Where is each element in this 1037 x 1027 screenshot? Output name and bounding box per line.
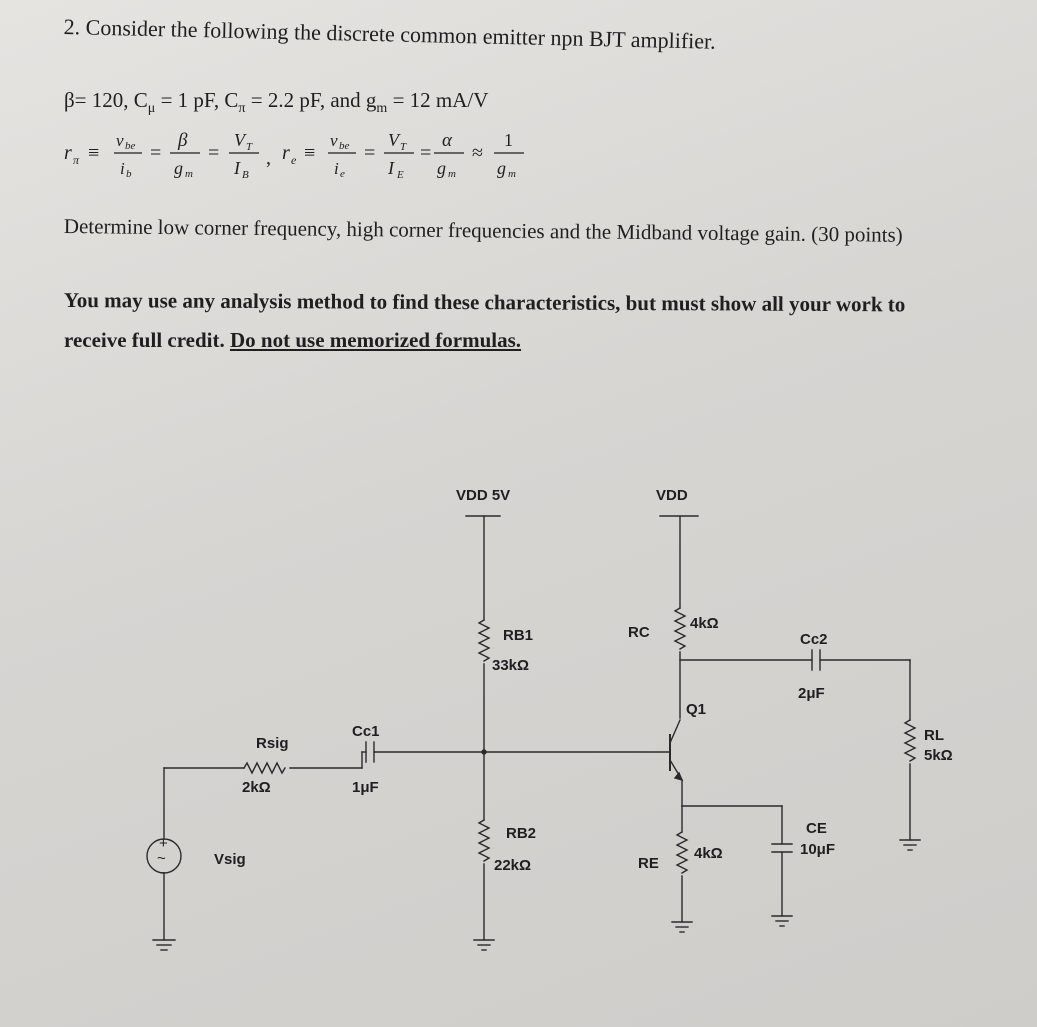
ce-capacitor: [772, 844, 792, 852]
formula-ie: i: [334, 159, 339, 178]
formula-one: 1: [504, 130, 513, 150]
formula-gm-3: g: [497, 158, 506, 178]
label-vsig: Vsig: [214, 851, 246, 868]
formula-eq-1: =: [150, 142, 162, 164]
rb2-resistor: [479, 820, 489, 861]
param-cmu-value: = 1 pF, C: [155, 88, 239, 112]
label-q1: Q1: [686, 701, 707, 718]
question-title: 2. Consider the following the discrete common emitter npn BJT amplifier.: [63, 14, 716, 54]
formula-eq-4: =: [420, 142, 432, 164]
formula-vbe-1: v: [116, 131, 124, 150]
formula-eq-2: =: [208, 142, 220, 164]
formula-t-sub-1: T: [246, 141, 253, 153]
source-minus: -: [160, 864, 165, 881]
param-gm-sub: m: [376, 101, 388, 117]
re-resistor: [677, 832, 687, 873]
formula-approx: ≈: [472, 142, 483, 164]
ground-icon: [474, 940, 494, 950]
label-rb1-value: 33kΩ: [492, 657, 530, 674]
label-rb1: RB1: [503, 627, 534, 644]
param-gm-value: = 12 mA/V: [387, 88, 489, 112]
ground-icon: [153, 940, 175, 950]
formula-m-sub-1: m: [185, 168, 193, 180]
formula-eq-3: =: [364, 142, 376, 164]
formula-be-sub-2: be: [339, 140, 350, 152]
note-line-2: [64, 328, 521, 353]
formula-e-cap-sub: E: [397, 169, 404, 181]
cc1-capacitor: [366, 742, 374, 762]
label-ce: CE: [806, 820, 827, 837]
rl-resistor: [905, 720, 915, 761]
note-line-1: You may use any analysis method to find these characteristics, but must show all your work to: [63, 288, 906, 317]
ground-icon: [900, 840, 920, 850]
rsig-resistor: [244, 763, 285, 773]
note-line-2-underlined: Do not use memorized formulas.: [230, 328, 522, 352]
formula-equiv-1: ≡: [88, 142, 100, 164]
formula-equiv-2: ≡: [304, 142, 316, 164]
label-cc2: Cc2: [800, 631, 828, 648]
formula-vbe-2: v: [330, 131, 338, 150]
formula-beta: β: [178, 130, 188, 151]
label-vdd: VDD: [656, 487, 688, 504]
formula-be-sub-1: be: [125, 140, 136, 152]
formula-ib-cap: I: [234, 158, 240, 178]
device-parameters: [64, 88, 488, 117]
label-rsig: Rsig: [256, 735, 289, 752]
label-re: RE: [638, 855, 659, 872]
formula-e-sub: e: [291, 153, 297, 167]
formula-vt-2: V: [388, 130, 399, 150]
label-ce-value: 10μF: [800, 841, 836, 858]
formula-vt-1: V: [234, 130, 245, 150]
rc-resistor: [675, 608, 685, 649]
label-rl-value: 5kΩ: [924, 747, 953, 764]
formula-ie-cap: I: [388, 158, 394, 178]
note-line-2-prefix: receive full credit.: [64, 328, 230, 352]
formula-m-sub-3: m: [508, 168, 516, 180]
formula-t-sub-2: T: [400, 141, 407, 153]
param-beta: β= 120, C: [64, 88, 148, 112]
label-rc: RC: [628, 624, 650, 641]
formula-pi-sub: π: [73, 153, 80, 167]
label-cc1: Cc1: [352, 723, 380, 740]
label-rl: RL: [924, 727, 944, 744]
determine-instruction: Determine low corner frequency, high corner frequencies and the Midband voltage gain. (30 points): [63, 214, 903, 247]
small-signal-formula: [64, 126, 534, 188]
formula-gm-2: g: [437, 158, 446, 178]
formula-ie-sub: e: [340, 168, 345, 180]
ground-icon: [772, 916, 792, 926]
label-re-value: 4kΩ: [694, 845, 723, 862]
formula-comma: ,: [266, 147, 271, 169]
formula-ib: i: [120, 159, 125, 178]
q1-transistor: [670, 720, 682, 780]
amplifier-schematic: [0, 470, 1037, 1027]
label-cc2-value: 2μF: [798, 685, 825, 702]
source-plus: +: [159, 835, 168, 852]
formula-b-sub: b: [126, 168, 132, 180]
label-rc-value: 4kΩ: [690, 615, 719, 632]
source-wave: ~: [157, 850, 166, 867]
formula-re: r: [282, 142, 290, 164]
label-rb2-value: 22kΩ: [494, 857, 532, 874]
formula-b-cap-sub: B: [242, 169, 249, 181]
cc2-capacitor: [812, 650, 820, 670]
label-rsig-value: 2kΩ: [242, 779, 271, 796]
label-cc1-value: 1μF: [352, 779, 379, 796]
param-cpi-sub: π: [238, 101, 246, 117]
label-rb2: RB2: [506, 825, 537, 842]
formula-m-sub-2: m: [448, 168, 456, 180]
rb1-resistor: [479, 620, 489, 661]
param-cpi-value: = 2.2 pF, and g: [245, 88, 377, 112]
ground-icon: [672, 922, 692, 932]
formula-r-pi: r: [64, 142, 72, 164]
label-vdd-5v: VDD 5V: [456, 487, 511, 504]
param-cmu-sub: μ: [147, 101, 156, 117]
formula-gm-1: g: [174, 158, 183, 178]
formula-alpha: α: [442, 130, 452, 151]
